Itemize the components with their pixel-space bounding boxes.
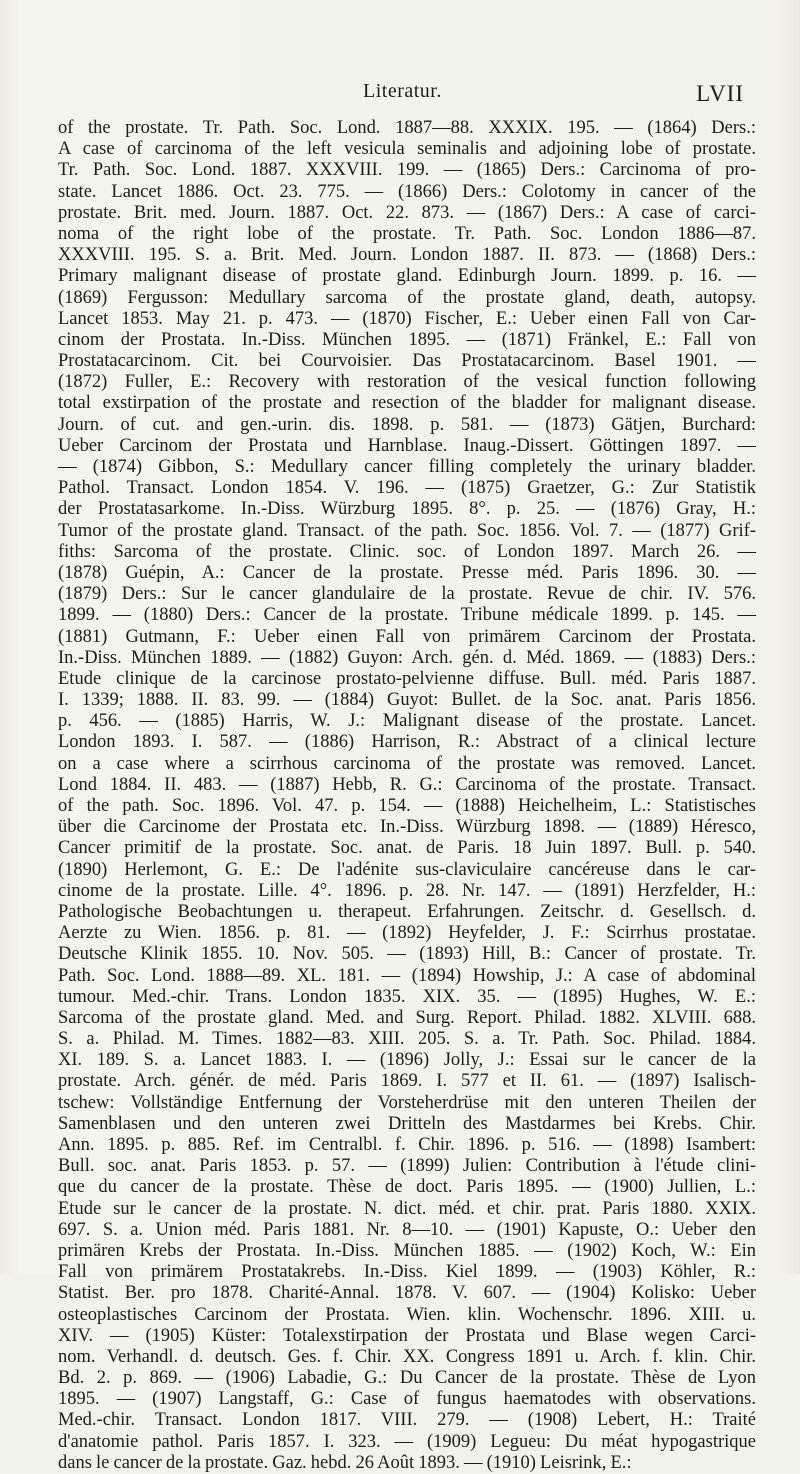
text-line: nom. Verhandl. d. deutsch. Ges. f. Chir. XX. Congress 1891 u. Arch. f. klin. Chir. — [58, 1346, 756, 1367]
text-line: Tumor of the prostate gland. Transact. of the path. Soc. 1856. Vol. 7. — (1877) Grif- — [58, 520, 756, 541]
text-line: tumour. Med.-chir. Trans. London 1835. XIX. 35. — (1895) Hughes, W. E.: — [58, 986, 756, 1007]
text-line: primären Krebs der Prostata. In.-Diss. München 1885. — (1902) Koch, W.: Ein — [58, 1240, 756, 1261]
text-line: XXXVIII. 195. S. a. Brit. Med. Journ. London 1887. II. 873. — (1868) Ders.: — [58, 245, 756, 266]
text-line: of the prostate. Tr. Path. Soc. Lond. 1887—88. XXXIX. 195. — (1864) Ders.: — [58, 118, 756, 138]
page-number: LVII — [696, 81, 744, 106]
text-line: d'anatomie pathol. Paris 1857. I. 323. — (1909) Legueu: Du méat hypogastrique — [58, 1431, 756, 1452]
text-line: prostate. Brit. med. Journ. 1887. Oct. 22. 873. — (1867) Ders.: A case of carci- — [58, 202, 756, 223]
text-line: — (1874) Gibbon, S.: Medullary cancer filling completely the urinary bladder. — [58, 457, 756, 477]
text-line: Tr. Path. Soc. Lond. 1887. XXXVIII. 199. — (1865) Ders.: Carcinoma of pro- — [58, 160, 756, 181]
bibliography-text — [58, 118, 756, 1474]
text-line: Fall von primärem Prostatakrebs. In.-Diss. Kiel 1899. — (1903) Köhler, R.: — [58, 1262, 756, 1283]
text-line: Etude clinique de la carcinose prostato-pelvienne diffuse. Bull. méd. Paris 1887. — [58, 668, 756, 689]
text-line: (1890) Herlemont, G. E.: De l'adénite sus-claviculaire cancéreuse dans le car- — [58, 859, 756, 880]
text-line: Ueber Carcinom der Prostata und Harnblase. Inaug.-Dissert. Göttingen 1897. — — [58, 435, 756, 456]
text-line: Aerzte zu Wien. 1856. p. 81. — (1892) Heyfelder, J. F.: Scirrhus prostatae. — [58, 923, 756, 944]
text-line: noma of the right lobe of the prostate. Tr. Path. Soc. London 1886—87. — [58, 223, 756, 244]
page-header — [58, 80, 754, 112]
text-line: A case of carcinoma of the left vesicula seminalis and adjoining lobe of prostate. — [58, 139, 756, 160]
text-line: Pathologische Beobachtungen u. therapeut. Erfahrungen. Zeitschr. d. Gesellsch. d. — [58, 901, 756, 922]
text-line: state. Lancet 1886. Oct. 23. 775. — (1866) Ders.: Colotomy in cancer of the — [58, 181, 756, 202]
text-line: S. a. Philad. M. Times. 1882—83. XIII. 205. S. a. Tr. Path. Soc. Philad. 1884. — [58, 1029, 756, 1050]
text-line: dans le cancer de la prostate. Gaz. hebd. 26 Août 1893. — (1910) Leisrink, E.: — [58, 1452, 632, 1473]
text-line: osteoplastisches Carcinom der Prostata. Wien. klin. Wochenschr. 1896. XIII. u. — [58, 1304, 756, 1325]
text-line: fiths: Sarcoma of the prostate. Clinic. soc. of London 1897. March 26. — — [58, 541, 756, 562]
text-line: Bd. 2. p. 869. — (1906) Labadie, G.: Du Cancer de la prostate. Thèse de Lyon — [58, 1368, 756, 1389]
text-line: Samenblasen und den unteren zwei Dritteln des Mastdarmes bei Krebs. Chir. — [58, 1113, 756, 1134]
text-line: Med.-chir. Transact. London 1817. VIII. 279. — (1908) Lebert, H.: Traité — [58, 1410, 756, 1431]
text-line: XIV. — (1905) Küster: Totalexstirpation der Prostata und Blase wegen Carci- — [58, 1325, 756, 1346]
text-line: London 1893. I. 587. — (1886) Harrison, R.: Abstract of a clinical lecture — [58, 732, 756, 753]
text-line: Cancer primitif de la prostate. Soc. anat. de Paris. 18 Juin 1897. Bull. p. 540. — [58, 838, 756, 859]
text-line: prostate. Arch. génér. de méd. Paris 1869. I. 577 et II. 61. — (1897) Isalisch- — [58, 1071, 756, 1092]
text-line: Journ. of cut. and gen.-urin. dis. 1898. p. 581. — (1873) Gätjen, Burchard: — [58, 414, 756, 435]
text-line: (1878) Guépin, A.: Cancer de la prostate. Presse méd. Paris 1896. 30. — — [58, 562, 756, 583]
text-line: der Prostatasarkome. In.-Diss. Würzburg 1895. 8°. p. 25. — (1876) Gray, H.: — [58, 499, 756, 520]
text-line: Path. Soc. Lond. 1888—89. XL. 181. — (1894) Howship, J.: A case of abdominal — [58, 965, 756, 986]
text-line: (1881) Gutmann, F.: Ueber einen Fall von primärem Carcinom der Prostata. — [58, 626, 756, 647]
text-line: über die Carcinome der Prostata etc. In.-Diss. Würzburg 1898. — (1889) Héresco, — [58, 817, 756, 838]
text-line: total exstirpation of the prostate and resection of the bladder for malignant disease. — [58, 393, 756, 414]
text-line: Lond 1884. II. 483. — (1887) Hebb, R. G.: Carcinoma of the prostate. Transact. — [58, 774, 756, 795]
text-line: tschew: Vollständige Entfernung der Vorsteherdrüse mit den unteren Theilen der — [58, 1092, 756, 1113]
text-line: XI. 189. S. a. Lancet 1883. I. — (1896) Jolly, J.: Essai sur le cancer de la — [58, 1050, 756, 1071]
text-line: Sarcoma of the prostate gland. Med. and Surg. Report. Philad. 1882. XLVIII. 688. — [58, 1007, 756, 1028]
text-line: on a case where a scirrhous carcinoma of the prostate was removed. Lancet. — [58, 753, 756, 774]
text-line: I. 1339; 1888. II. 83. 99. — (1884) Guyot: Bullet. de la Soc. anat. Paris 1856. — [58, 690, 756, 711]
text-line: (1869) Fergusson: Medullary sarcoma of the prostate gland, death, autopsy. — [58, 287, 756, 308]
text-line: cinome de la prostate. Lille. 4°. 1896. p. 28. Nr. 147. — (1891) Herzfelder, H.: — [58, 880, 756, 901]
text-line: Lancet 1853. May 21. p. 473. — (1870) Fischer, E.: Ueber einen Fall von Car- — [58, 308, 756, 329]
text-line: (1879) Ders.: Sur le cancer glandulaire de la prostate. Revue de chir. IV. 576. — [58, 584, 756, 605]
text-line: que du cancer de la prostate. Thèse de doct. Paris 1895. — (1900) Jullien, L.: — [58, 1177, 756, 1198]
text-line: 1899. — (1880) Ders.: Cancer de la prostate. Tribune médicale 1899. p. 145. — — [58, 605, 756, 626]
text-line: 697. S. a. Union méd. Paris 1881. Nr. 8—10. — (1901) Kapuste, O.: Ueber den — [58, 1219, 756, 1240]
text-line: Statist. Ber. pro 1878. Charité-Annal. 1878. V. 607. — (1904) Kolisko: Ueber — [58, 1283, 756, 1304]
running-title: Literatur. — [363, 80, 442, 102]
text-line: 1895. — (1907) Langstaff, G.: Case of fungus haematodes with observations. — [58, 1389, 756, 1410]
text-line: Prostatacarcinom. Cit. bei Courvoisier. Das Prostatacarcinom. Basel 1901. — — [58, 351, 756, 372]
text-line: p. 456. — (1885) Harris, W. J.: Malignant disease of the prostate. Lancet. — [58, 711, 756, 732]
text-line: Etude sur le cancer de la prostate. N. dict. méd. et chir. prat. Paris 1880. XXIX. — [58, 1198, 756, 1219]
text-line: Ann. 1895. p. 885. Ref. im Centralbl. f. Chir. 1896. p. 516. — (1898) Isambert: — [58, 1135, 756, 1155]
text-line: (1872) Fuller, E.: Recovery with restoration of the vesical function following — [58, 372, 756, 393]
text-line: Pathol. Transact. London 1854. V. 196. — (1875) Graetzer, G.: Zur Statistik — [58, 478, 756, 499]
text-line: Primary malignant disease of prostate gland. Edinburgh Journ. 1899. p. 16. — — [58, 266, 756, 287]
text-line: of the path. Soc. 1896. Vol. 47. p. 154. — (1888) Heichelheim, L.: Statistisches — [58, 796, 756, 816]
text-line: In.-Diss. München 1889. — (1882) Guyon: Arch. gén. d. Méd. 1869. — (1883) Ders.: — [58, 647, 756, 668]
text-line: Bull. soc. anat. Paris 1853. p. 57. — (1899) Julien: Contribution à l'étude clini- — [58, 1156, 756, 1177]
text-line: Deutsche Klinik 1855. 10. Nov. 505. — (1893) Hill, B.: Cancer of prostate. Tr. — [58, 944, 756, 965]
text-line: cinom der Prostata. In.-Diss. München 1895. — (1871) Fränkel, E.: Fall von — [58, 329, 756, 350]
